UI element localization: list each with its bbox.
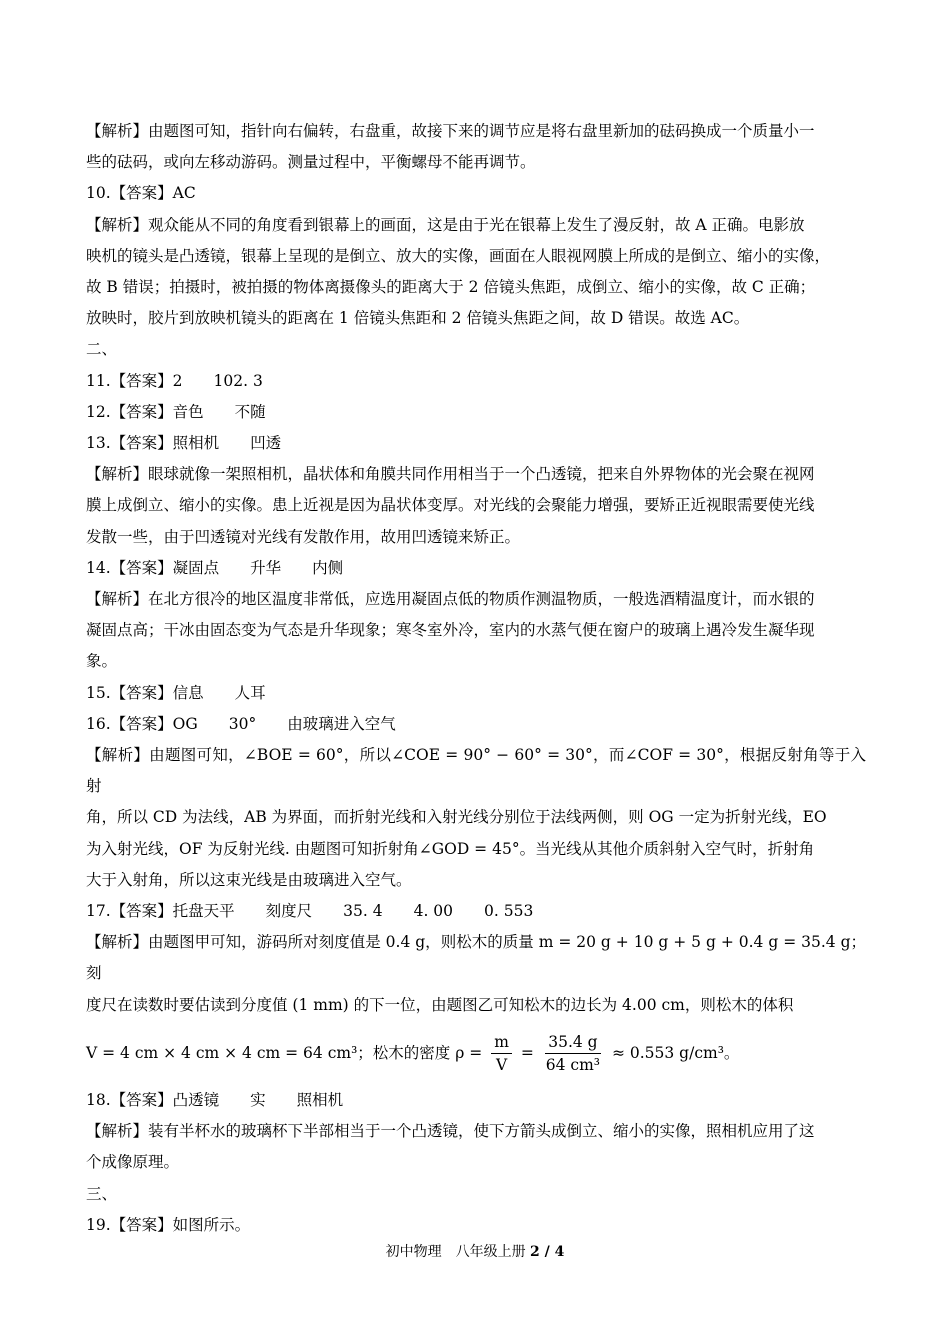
text-line: 【解析】装有半杯水的玻璃杯下半部相当于一个凸透镜，使下方箭头成倒立、缩小的实像，照相机应用了这	[86, 1122, 815, 1141]
text-line: 14.【答案】凝固点 升华 内侧	[86, 558, 344, 577]
text-line: 【解析】在北方很冷的地区温度非常低，应选用凝固点低的物质作测温物质，一般选酒精温度计，而水银的	[86, 590, 815, 609]
text-line: 为入射光线，OF 为反射光线. 由题图可知折射角∠GOD = 45°。当光线从其他介质斜射入空气时，折射角	[86, 839, 815, 858]
fraction-m-over-v	[491, 1031, 512, 1076]
footer-label: 初中物理 八年级上册	[385, 1244, 526, 1260]
text-line: 10.【答案】AC	[86, 184, 196, 203]
formula-equals: =	[520, 1043, 534, 1062]
text-line: 11.【答案】2 102. 3	[86, 371, 263, 390]
formula-right: ≈ 0.553 g/cm³。	[611, 1043, 740, 1062]
page-footer	[0, 1241, 950, 1261]
text-line: 13.【答案】照相机 凹透	[86, 434, 282, 453]
answer-content	[86, 116, 866, 1241]
text-line: 17.【答案】托盘天平 刻度尺 35. 4 4. 00 0. 553	[86, 902, 534, 921]
text-line: 度尺在读数时要估读到分度值 (1 mm) 的下一位，由题图乙可知松木的边长为 4.00 cm，则松木的体积	[86, 995, 794, 1014]
text-line: 发散一些，由于凹透镜对光线有发散作用，故用凹透镜来矫正。	[86, 527, 521, 546]
text-line: 【解析】由题图可知，∠BOE = 60°，所以∠COE = 90° − 60° = 30°，而∠COF = 30°，根据反射角等于入射	[86, 746, 866, 796]
text-line: 膜上成倒立、缩小的实像。患上近视是因为晶状体变厚。对光线的会聚能力增强，要矫正近视眼需要使光线	[86, 496, 815, 515]
page-number: 2 / 4	[530, 1244, 565, 1260]
text-line: 三、	[86, 1184, 118, 1203]
fraction-denominator: 64 cm³	[545, 1056, 601, 1075]
text-line: 15.【答案】信息 人耳	[86, 683, 266, 702]
formula-left: V = 4 cm × 4 cm × 4 cm = 64 cm³；松木的密度 ρ =	[86, 1043, 483, 1062]
fraction-numerator: m	[491, 1031, 512, 1054]
text-line: 二、	[86, 340, 118, 359]
text-line: 16.【答案】OG 30° 由玻璃进入空气	[86, 714, 396, 733]
text-line: 【解析】由题图可知，指针向右偏转，右盘重，故接下来的调节应是将右盘里新加的砝码换成一个质量小一	[86, 122, 815, 140]
text-line: 【解析】观众能从不同的角度看到银幕上的画面，这是由于光在银幕上发生了漫反射，故 A 正确。电影放	[86, 215, 805, 234]
answer-lines-bottom	[86, 1085, 866, 1241]
text-line: 放映时，胶片到放映机镜头的距离在 1 倍镜头焦距和 2 倍镜头焦距之间，故 D 错误。故选 AC。	[86, 309, 750, 328]
text-line: 大于入射角，所以这束光线是由玻璃进入空气。	[86, 870, 412, 889]
text-line: 凝固点高；干冰由固态变为气态是升华现象；寒冬室外冷，室内的水蒸气便在窗户的玻璃上遇冷发生凝华现	[86, 621, 815, 640]
text-line: 【解析】由题图甲可知，游码所对刻度值是 0.4 g，则松木的质量 m = 20 g + 10 g + 5 g + 0.4 g = 35.4 g；刻	[86, 933, 866, 983]
fraction-denominator: V	[495, 1056, 508, 1075]
text-line: 12.【答案】音色 不随	[86, 402, 266, 421]
text-line: 个成像原理。	[86, 1153, 180, 1172]
text-line: 角，所以 CD 为法线，AB 为界面，而折射光线和入射光线分别位于法线两侧，则 OG 一定为折射光线，EO	[86, 808, 827, 827]
fraction-numerator: 35.4 g	[545, 1031, 600, 1054]
text-line: 18.【答案】凸透镜 实 照相机	[86, 1090, 344, 1109]
text-line: 19.【答案】如图所示。	[86, 1215, 251, 1234]
text-line: 故 B 错误；拍摄时，被拍摄的物体离摄像头的距离大于 2 倍镜头焦距，成倒立、缩小的实像，故 C 正确；	[86, 278, 816, 297]
text-line: 些的砝码，或向左移动游码。测量过程中，平衡螺母不能再调节。	[86, 153, 536, 172]
text-line: 【解析】眼球就像一架照相机，晶状体和角膜共同作用相当于一个凸透镜，把来自外界物体的光会聚在视网	[86, 465, 815, 484]
fraction-mass-over-volume	[543, 1031, 603, 1076]
density-formula-line	[86, 1027, 866, 1079]
text-line: 映机的镜头是凸透镜，银幕上呈现的是倒立、放大的实像，画面在人眼视网膜上所成的是倒立、缩小的实像，	[86, 246, 831, 265]
text-line: 象。	[86, 652, 118, 671]
answer-lines-top	[86, 116, 866, 1021]
